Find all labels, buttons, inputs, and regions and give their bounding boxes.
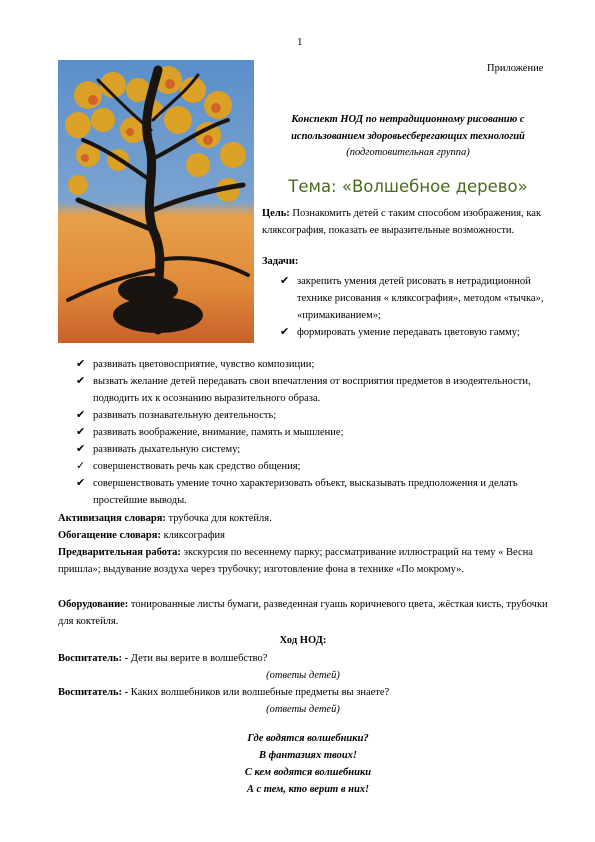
title-line-1: Конспект НОД по нетрадиционному рисованию с <box>291 114 525 125</box>
list-item: ✓ совершенствовать речь как средство общения; <box>76 458 556 475</box>
poem-line: А с тем, кто верит в них! <box>246 784 370 795</box>
checkmark-icon: ✔ <box>76 443 86 455</box>
poem-line: Где водятся волшебники? <box>247 733 369 744</box>
list-item: ✔ вызвать желание детей передавать свои впечатления от восприятия предметов в изодеятельности, подводить их к осознанию выразительного образа. <box>76 373 556 407</box>
title-line-2: использованием здоровьесберегающих технологий <box>291 131 525 142</box>
checkmark-icon: ✔ <box>76 375 86 387</box>
checkmark-icon: ✔ <box>76 426 86 438</box>
tasks-label: Задачи: <box>262 256 299 267</box>
vocab-enrichment: Обогащение словаря: кляксография <box>58 530 225 541</box>
checkmark-icon: ✓ <box>76 460 86 472</box>
theme-heading: Тема: «Волшебное дерево» <box>288 177 528 196</box>
tree-painting-image <box>58 60 254 343</box>
checkmark-icon: ✔ <box>76 358 86 370</box>
list-item: ✔ развивать воображение, внимание, память и мышление; <box>76 424 556 441</box>
list-item: ✔ развивать цветовосприятие, чувство композиции; <box>76 356 556 373</box>
task-list-narrow <box>280 273 560 341</box>
checkmark-icon: ✔ <box>76 409 86 421</box>
appendix-label: Приложение <box>487 63 544 74</box>
list-item: ✔ формировать умение передавать цветовую гамму; <box>280 324 560 341</box>
checkmark-icon: ✔ <box>280 275 290 287</box>
preliminary-work: Предварительная работа: экскурсия по весеннему парку; рассматривание иллюстраций на тему « Весна пришла»; выдувание воздуха через трубочку; изготовление фона в технике «По мокрому». <box>58 547 533 575</box>
list-item: ✔ развивать познавательную деятельность; <box>76 407 556 424</box>
checkmark-icon: ✔ <box>280 326 290 338</box>
task-list-wide <box>76 356 556 509</box>
equipment: Оборудование: тонированные листы бумаги, разведенная гуашь коричневого цвета, жёсткая кисть, трубочки для коктейля. <box>58 599 548 627</box>
page-number: 1 <box>297 36 303 48</box>
list-item: ✔ развивать дыхательную систему; <box>76 441 556 458</box>
course-heading: Ход НОД: <box>279 635 327 646</box>
vocab-activation: Активизация словаря: трубочка для коктейля. <box>58 513 272 524</box>
goal-text: Познакомить детей с таким способом изображения, как кляксография, показать ее выразительные возможности. <box>262 208 542 236</box>
checkmark-icon: ✔ <box>76 477 86 489</box>
poem-line: С кем водятся волшебники <box>244 767 372 778</box>
group-subtitle: (подготовительная группа) <box>346 147 470 158</box>
goal-paragraph <box>262 205 552 239</box>
goal-label: Цель: <box>262 208 290 219</box>
teacher-line-2: Воспитатель: - Каких волшебников или волшебные предметы вы знаете? <box>58 687 390 698</box>
teacher-line-1: Воспитатель: - Дети вы верите в волшебство? <box>58 653 268 664</box>
list-item: ✔ совершенствовать умение точно характеризовать объект, высказывать предположения и делать простейшие выводы. <box>76 475 556 509</box>
children-answer-2: (ответы детей) <box>266 704 340 715</box>
poem-line: В фантазиях твоих! <box>258 750 357 761</box>
document-title <box>258 111 558 145</box>
children-answer-1: (ответы детей) <box>266 670 340 681</box>
list-item: ✔ закрепить умения детей рисовать в нетрадиционной технике рисования « кляксография», методом «тычка», «примакиванием»; <box>280 273 560 324</box>
poem <box>58 730 558 798</box>
